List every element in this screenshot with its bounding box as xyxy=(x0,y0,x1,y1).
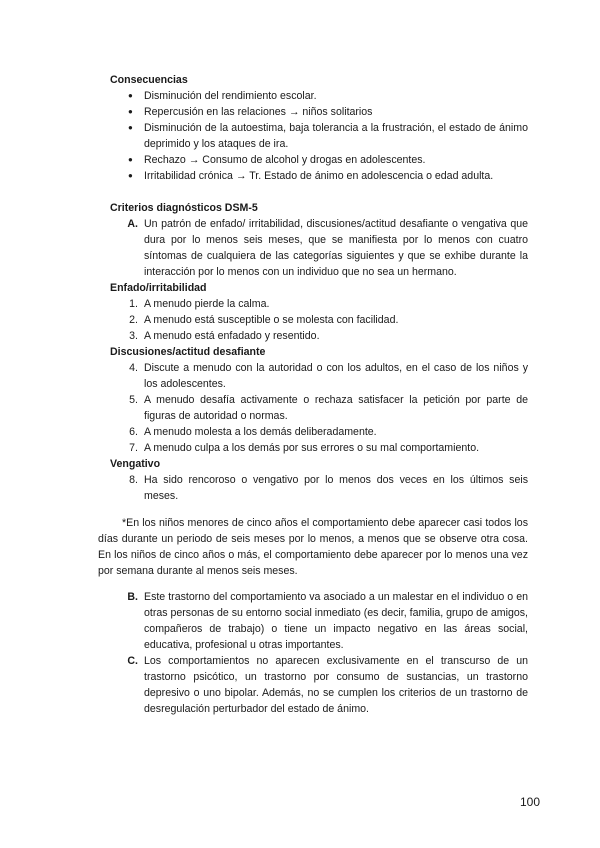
group-heading-vengativo: Vengativo xyxy=(110,458,161,470)
criterion-c-label: C. xyxy=(127,655,138,668)
symptom-text: A menudo pierde la calma. xyxy=(144,298,270,310)
list-item: ● Disminución del rendimiento escolar. xyxy=(110,88,528,104)
symptom-number: 5. xyxy=(129,394,138,406)
list-item: ● Irritabilidad crónica → Tr. Estado de ánimo en adolescencia o edad adulta. xyxy=(110,168,528,184)
list-item: ● Disminución de la autoestima, baja tolerancia a la frustración, el estado de ánimo deprimido y los ataques de ira. xyxy=(110,120,528,152)
list-item: ● Repercusión en las relaciones → niños solitarios xyxy=(110,104,528,120)
symptom-text: A menudo está enfadado y resentido. xyxy=(144,330,320,342)
symptom-item xyxy=(110,296,528,312)
criterion-a xyxy=(110,216,528,280)
criterion-b-text: Este trastorno del comportamiento va asociado a un malestar en el individuo o en otras personas de su entorno social inmediato (es decir, familia, grupo de amigos, compañeros de trabajo) o tiene un impacto negativo en las áreas social, educativa, profesional u otras importantes. xyxy=(144,591,528,652)
symptom-item xyxy=(110,392,528,424)
symptom-item xyxy=(110,472,528,504)
symptom-number: 3. xyxy=(129,330,138,342)
symptom-text: Discute a menudo con la autoridad o con los adultos, en el caso de los niños y los adolescentes. xyxy=(144,362,528,390)
criterion-a-label: A. xyxy=(127,218,138,230)
criterios-heading: Criterios diagnósticos DSM-5 xyxy=(110,202,258,214)
symptom-item xyxy=(110,424,528,440)
symptom-item xyxy=(110,312,528,328)
symptom-text: Ha sido rencoroso o vengativo por lo menos dos veces en los últimos seis meses. xyxy=(144,474,528,502)
criterion-c xyxy=(110,653,528,717)
group-heading-discusiones: Discusiones/actitud desafiante xyxy=(110,346,266,358)
page-number: 100 xyxy=(519,795,540,809)
symptom-number: 6. xyxy=(129,426,138,438)
symptom-number: 4. xyxy=(129,362,138,374)
list-item: ● Rechazo → Consumo de alcohol y drogas en adolescentes. xyxy=(110,152,528,168)
criterion-b xyxy=(110,589,528,653)
criterion-a-text: Un patrón de enfado/ irritabilidad, discusiones/actitud desafiante o vengativa que dura por lo menos seis meses, que se manifiesta por lo menos con cuatro síntomas de cualquiera de las categorías siguientes y que se exhibe durante la interacción por lo menos con un individuo que no sea un hermano. xyxy=(144,218,528,278)
symptom-item xyxy=(110,360,528,392)
criterion-b-label: B. xyxy=(127,591,138,604)
symptom-text: A menudo culpa a los demás por sus errores o su mal comportamiento. xyxy=(144,442,480,454)
consecuencias-list xyxy=(110,88,528,184)
symptom-number: 1. xyxy=(129,298,138,310)
symptom-item xyxy=(110,328,528,344)
criterion-c-text: Los comportamientos no aparecen exclusivamente en el transcurso de un trastorno psicótico, un trastorno por consumo de sustancias, un trastorno depresivo o uno bipolar. Además, no se cumplen los criterios de un trastorno de desregulación perturbador del estado de ánimo. xyxy=(144,655,528,716)
symptom-item xyxy=(110,440,528,456)
age-note: *En los niños menores de cinco años el comportamiento debe aparecer casi todos los días durante un periodo de seis meses por lo menos, a menos que se observe otra cosa. En los niños de cinco años o más, el comportamiento debe aparecer por lo menos una vez por semana durante al menos seis meses. xyxy=(98,516,528,577)
symptom-text: A menudo desafía activamente o rechaza satisfacer la petición por parte de figuras de autoridad o normas. xyxy=(144,394,528,422)
symptom-text: A menudo molesta a los demás deliberadamente. xyxy=(144,426,377,438)
symptom-number: 2. xyxy=(129,314,138,326)
consecuencias-heading: Consecuencias xyxy=(110,74,188,86)
page-content xyxy=(98,72,528,717)
symptom-text: A menudo está susceptible o se molesta con facilidad. xyxy=(144,314,399,326)
symptom-number: 7. xyxy=(129,442,138,454)
symptom-number: 8. xyxy=(129,474,138,486)
group-heading-enfado: Enfado/irritabilidad xyxy=(110,282,207,294)
